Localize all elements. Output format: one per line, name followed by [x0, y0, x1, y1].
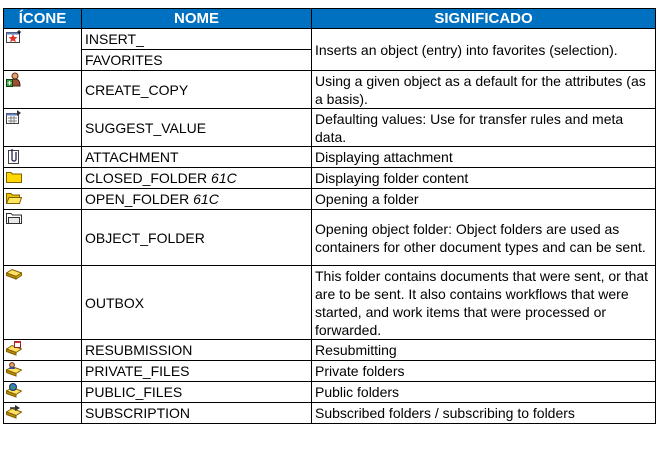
release-tag: 61C	[211, 170, 237, 186]
create-copy-icon	[4, 71, 82, 109]
meaning-cell: Public folders	[312, 382, 656, 403]
meaning-cell: This folder contains documents that were sent, or that are to be sent. It also contains workflows that were started, and work items that were processed or forwarded.	[312, 266, 656, 340]
icon-meaning-table	[3, 8, 656, 424]
name-cell: OBJECT_FOLDER	[82, 210, 312, 266]
attachment-icon	[4, 147, 82, 168]
meaning-cell: Opening a folder	[312, 189, 656, 210]
name-cell: INSERT_	[82, 29, 312, 50]
name-cell: OUTBOX	[82, 266, 312, 340]
meaning-cell: Defaulting values: Use for transfer rules and meta data.	[312, 109, 656, 147]
outbox-icon	[4, 266, 82, 340]
meaning-cell: Private folders	[312, 361, 656, 382]
table-row	[4, 189, 656, 210]
name-cell: SUBSCRIPTION	[82, 403, 312, 424]
table-row	[4, 340, 656, 361]
header-icon: ÍCONE	[4, 9, 82, 29]
meaning-cell: Resubmitting	[312, 340, 656, 361]
name-cell	[82, 168, 312, 189]
insert-favorites-icon	[4, 29, 82, 71]
closed-folder-icon	[4, 168, 82, 189]
table-row	[4, 71, 656, 109]
meaning-cell: Subscribed folders / subscribing to folders	[312, 403, 656, 424]
meaning-cell: Opening object folder: Object folders are used as containers for other document types and can be sent.	[312, 210, 656, 266]
release-tag: 61C	[193, 191, 219, 207]
name-text: CLOSED_FOLDER	[85, 170, 208, 186]
table-row	[4, 147, 656, 168]
header-meaning: SIGNIFICADO	[312, 9, 656, 29]
suggest-value-icon	[4, 109, 82, 147]
name-cell: ATTACHMENT	[82, 147, 312, 168]
resubmission-icon	[4, 340, 82, 361]
name-cell: SUGGEST_VALUE	[82, 109, 312, 147]
name-cell: PRIVATE_FILES	[82, 361, 312, 382]
open-folder-icon	[4, 189, 82, 210]
table-header-row	[4, 9, 656, 29]
name-cell: PUBLIC_FILES	[82, 382, 312, 403]
table-row	[4, 29, 656, 50]
table-row	[4, 382, 656, 403]
meaning-cell: Using a given object as a default for the attributes (as a basis).	[312, 71, 656, 109]
public-files-icon	[4, 382, 82, 403]
object-folder-icon	[4, 210, 82, 266]
table-row	[4, 403, 656, 424]
private-files-icon	[4, 361, 82, 382]
name-cell	[82, 189, 312, 210]
table-row	[4, 266, 656, 340]
meaning-cell: Inserts an object (entry) into favorites (selection).	[312, 29, 656, 71]
subscription-icon	[4, 403, 82, 424]
table-row	[4, 109, 656, 147]
meaning-cell: Displaying folder content	[312, 168, 656, 189]
table-row	[4, 210, 656, 266]
table-row	[4, 168, 656, 189]
name-text: OPEN_FOLDER	[85, 191, 190, 207]
name-cell: RESUBMISSION	[82, 340, 312, 361]
meaning-cell: Displaying attachment	[312, 147, 656, 168]
header-name: NOME	[82, 9, 312, 29]
name-cell: CREATE_COPY	[82, 71, 312, 109]
name-cell: FAVORITES	[82, 50, 312, 71]
table-row	[4, 361, 656, 382]
